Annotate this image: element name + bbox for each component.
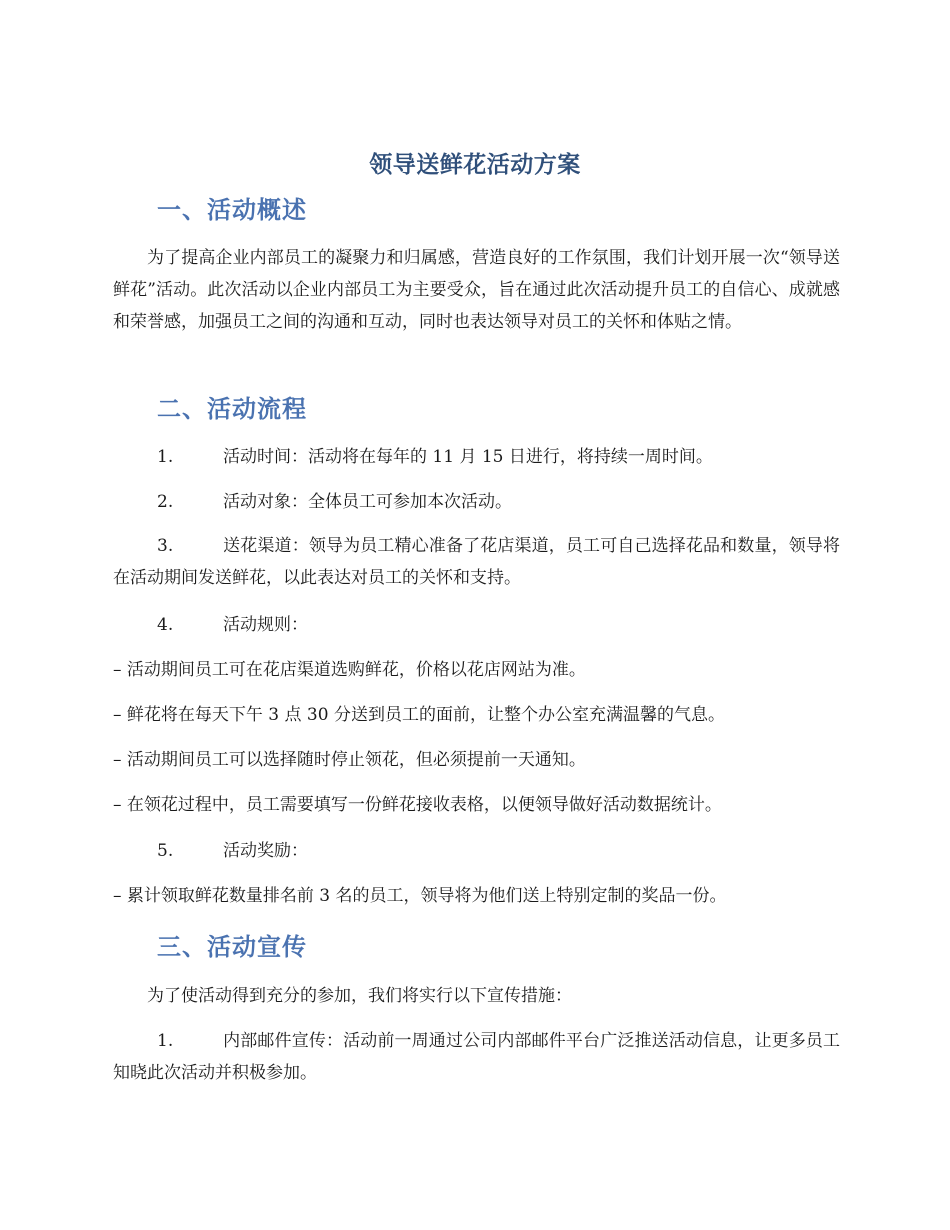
process-item xyxy=(113,486,840,518)
rule-item: – 活动期间员工可以选择随时停止领花，但必须提前一天通知。 xyxy=(113,750,586,770)
section-heading-promotion: 三、活动宣传 xyxy=(157,933,307,961)
section-heading-overview: 一、活动概述 xyxy=(157,196,307,224)
item-text: 活动对象：全体员工可参加本次活动。 xyxy=(223,492,512,512)
item-number: 1. xyxy=(157,1031,174,1051)
rule-item: – 鲜花将在每天下午 3 点 30 分送到员工的面前，让整个办公室充满温馨的气息。 xyxy=(113,705,725,725)
process-item xyxy=(113,530,840,594)
item-number: 1. xyxy=(157,447,174,467)
item-number: 3. xyxy=(157,536,174,556)
rule-item: – 在领花过程中，员工需要填写一份鲜花接收表格，以便领导做好活动数据统计。 xyxy=(113,795,722,815)
overview-paragraph: 为了提高企业内部员工的凝聚力和归属感，营造良好的工作氛围，我们计划开展一次“领导送鲜花”活动。此次活动以企业内部员工为主要受众，旨在通过此次活动提升员工的自信心、成就感和荣誉感，加强员工之间的沟通和互动，同时也表达领导对员工的关怀和体贴之情。 xyxy=(113,248,840,332)
item-number: 4. xyxy=(157,615,174,635)
item-text: 内部邮件宣传：活动前一周通过公司内部邮件平台广泛推送活动信息，让更多员工知晓此次活动并积极参加。 xyxy=(113,1031,840,1083)
process-item xyxy=(113,609,840,641)
process-item xyxy=(113,441,840,473)
document-title: 领导送鲜花活动方案 xyxy=(369,152,581,178)
item-text: 活动时间：活动将在每年的 11 月 15 日进行，将持续一周时间。 xyxy=(223,447,713,467)
section-heading-process: 二、活动流程 xyxy=(157,395,307,423)
item-number: 2. xyxy=(157,492,174,512)
item-number: 5. xyxy=(157,841,174,861)
rule-item: – 活动期间员工可在花店渠道选购鲜花，价格以花店网站为准。 xyxy=(113,660,586,680)
process-item xyxy=(113,835,840,867)
promotion-intro: 为了使活动得到充分的参加，我们将实行以下宣传措施： xyxy=(147,986,572,1006)
item-text: 送花渠道：领导为员工精心准备了花店渠道，员工可自己选择花品和数量，领导将在活动期间发送鲜花，以此表达对员工的关怀和支持。 xyxy=(113,536,840,588)
reward-item: – 累计领取鲜花数量排名前 3 名的员工，领导将为他们送上特别定制的奖品一份。 xyxy=(113,886,727,906)
item-text: 活动规则： xyxy=(223,615,308,635)
promotion-item xyxy=(113,1025,840,1089)
item-text: 活动奖励： xyxy=(223,841,308,861)
